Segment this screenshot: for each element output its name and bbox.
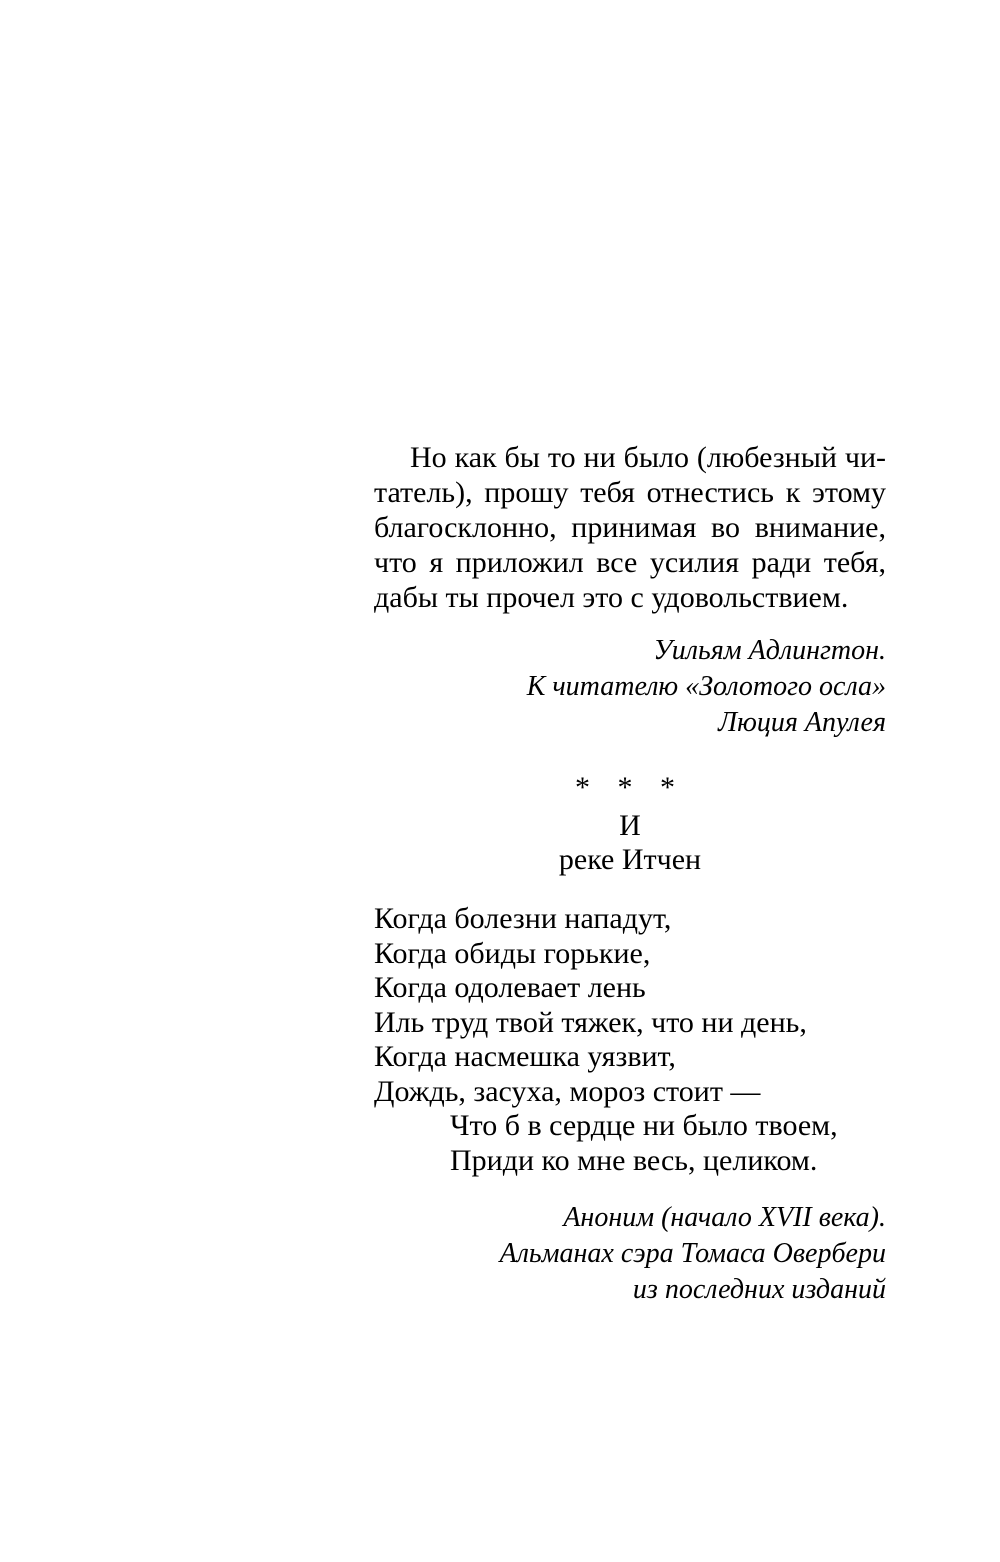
attribution-line: К читателю «Золотого осла» bbox=[526, 671, 886, 702]
attribution-line: Люция Апулея bbox=[718, 707, 886, 738]
poem-heading-line-2: реке Итчен bbox=[558, 843, 702, 876]
poem-heading-line-1: И bbox=[619, 809, 641, 842]
epigraph-adlington bbox=[374, 440, 886, 741]
poem-attribution bbox=[374, 1200, 886, 1308]
attribution-line: Уильям Адлингтон. bbox=[653, 635, 886, 666]
attribution-line: Аноним (начало XVII века). bbox=[563, 1202, 886, 1233]
poem-line: Приди ко мне весь, целиком. bbox=[450, 1143, 818, 1177]
poem-line: Когда обиды горькие, bbox=[374, 936, 651, 970]
epigraph-attribution bbox=[374, 633, 886, 741]
poem-line: Что б в сердце ни было твоем, bbox=[450, 1109, 838, 1142]
epigraph-line: дабы ты прочел это с удовольствием. bbox=[374, 581, 849, 614]
epigraph-line: татель), прошу тебя отнестись к этому bbox=[374, 476, 886, 509]
epigraph-line: Но как бы то ни было (любезный чи- bbox=[410, 441, 886, 474]
poem-line: Дождь, засуха, мороз стоит — bbox=[374, 1074, 761, 1108]
poem-line: Когда болезни нападут, bbox=[374, 902, 672, 935]
poem bbox=[374, 902, 886, 1178]
attribution-line: из последних изданий bbox=[632, 1274, 886, 1305]
poem-line: Когда одолевает лень bbox=[374, 971, 646, 1004]
epigraph-line: благосклонно, принимая во внимание, bbox=[374, 511, 886, 544]
epigraph-line: что я приложил все усилия ради тебя, bbox=[374, 546, 886, 579]
section-separator: * * * bbox=[575, 771, 685, 804]
attribution-line: Альманах сэра Томаса Овербери bbox=[499, 1238, 886, 1269]
poem-line: Когда насмешка уязвит, bbox=[374, 1040, 676, 1073]
poem-line: Иль труд твой тяжек, что ни день, bbox=[374, 1005, 807, 1039]
epigraph-text bbox=[374, 440, 886, 615]
